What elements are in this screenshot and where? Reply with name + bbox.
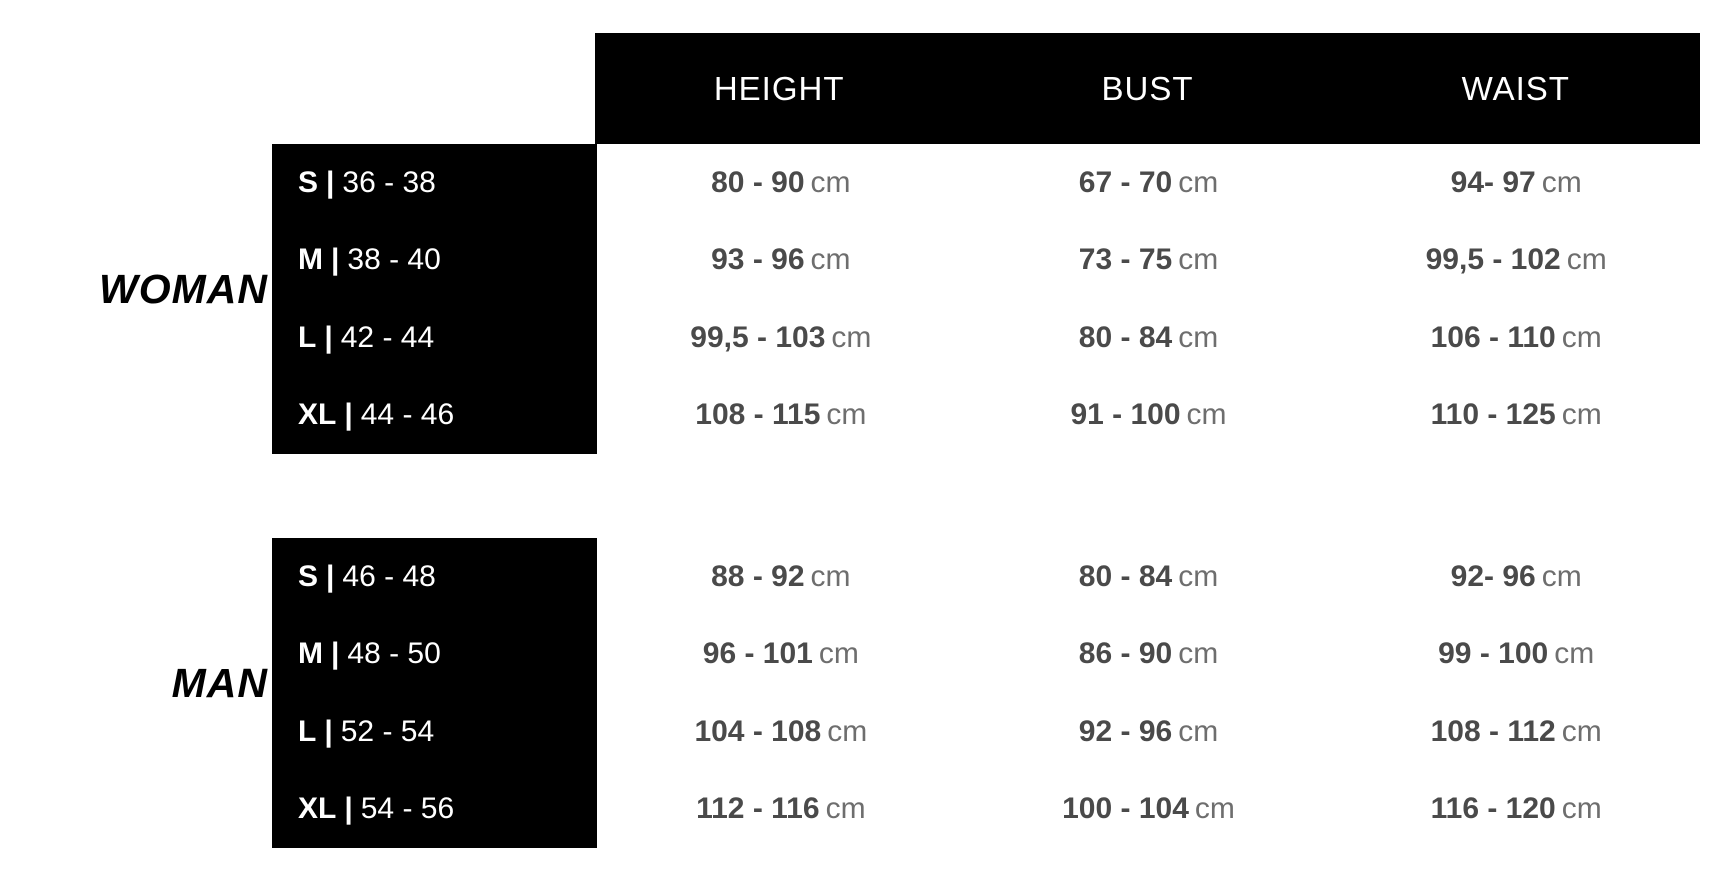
section-label-man: MAN bbox=[171, 660, 268, 706]
cell-height bbox=[597, 243, 965, 277]
value: 94- 97 bbox=[1450, 165, 1536, 199]
value: 106 - 110 bbox=[1430, 320, 1556, 354]
size-separator: | bbox=[331, 243, 340, 277]
unit: cm bbox=[831, 320, 872, 354]
table-row bbox=[597, 222, 1700, 300]
size-code: S bbox=[298, 165, 319, 199]
unit: cm bbox=[1186, 398, 1227, 432]
unit: cm bbox=[826, 398, 867, 432]
value: 116 - 120 bbox=[1430, 792, 1556, 826]
value: 67 - 70 bbox=[1078, 165, 1173, 199]
cell-waist bbox=[1332, 398, 1700, 432]
cell-height bbox=[597, 560, 965, 594]
unit: cm bbox=[825, 792, 866, 826]
table-row bbox=[272, 377, 597, 455]
unit: cm bbox=[1178, 559, 1219, 593]
value: 80 - 84 bbox=[1078, 559, 1173, 593]
size-range: 36 - 38 bbox=[342, 165, 436, 199]
cell-bust bbox=[965, 398, 1333, 432]
column-header-bust: BUST bbox=[1101, 69, 1194, 107]
unit: cm bbox=[1561, 398, 1602, 432]
size-range: 44 - 46 bbox=[360, 398, 455, 432]
unit: cm bbox=[1541, 165, 1582, 199]
value: 92 - 96 bbox=[1078, 714, 1173, 748]
size-separator: | bbox=[344, 398, 353, 432]
unit: cm bbox=[1541, 559, 1582, 593]
table-row bbox=[272, 222, 597, 300]
size-range: 38 - 40 bbox=[347, 243, 441, 277]
cell-waist bbox=[1332, 321, 1700, 355]
table-row bbox=[272, 538, 597, 616]
table-header bbox=[595, 33, 1700, 144]
size-separator: | bbox=[331, 637, 340, 671]
cell-waist bbox=[1332, 792, 1700, 826]
size-code: XL bbox=[298, 792, 337, 826]
value: 93 - 96 bbox=[711, 243, 805, 277]
size-range: 46 - 48 bbox=[342, 559, 436, 593]
unit: cm bbox=[1554, 637, 1595, 671]
unit: cm bbox=[1561, 320, 1602, 354]
unit: cm bbox=[810, 165, 851, 199]
table-row bbox=[272, 299, 597, 377]
unit: cm bbox=[810, 559, 851, 593]
value: 99 - 100 bbox=[1438, 637, 1549, 671]
size-code: M bbox=[298, 637, 323, 671]
cell-waist bbox=[1332, 637, 1700, 671]
cell-bust bbox=[965, 243, 1333, 277]
value: 88 - 92 bbox=[711, 559, 805, 593]
table-row bbox=[597, 693, 1700, 771]
cell-waist bbox=[1332, 166, 1700, 200]
size-code: L bbox=[298, 320, 317, 354]
cell-height bbox=[597, 398, 965, 432]
size-column-woman bbox=[272, 144, 597, 454]
unit: cm bbox=[1566, 243, 1607, 277]
table-row bbox=[272, 616, 597, 694]
size-code: XL bbox=[298, 398, 337, 432]
cell-bust bbox=[965, 560, 1333, 594]
cell-bust bbox=[965, 637, 1333, 671]
table-row bbox=[272, 144, 597, 222]
value: 112 - 116 bbox=[696, 792, 820, 826]
size-separator: | bbox=[344, 792, 353, 826]
unit: cm bbox=[1178, 243, 1219, 277]
table-row bbox=[597, 377, 1700, 455]
unit: cm bbox=[1178, 714, 1219, 748]
table-row bbox=[272, 693, 597, 771]
size-range: 48 - 50 bbox=[347, 637, 441, 671]
unit: cm bbox=[1178, 637, 1219, 671]
value: 80 - 84 bbox=[1078, 320, 1173, 354]
value: 108 - 112 bbox=[1430, 714, 1556, 748]
cell-waist bbox=[1332, 560, 1700, 594]
cell-height bbox=[597, 637, 965, 671]
size-range: 42 - 44 bbox=[340, 320, 435, 354]
cell-bust bbox=[965, 321, 1333, 355]
size-code: L bbox=[298, 714, 317, 748]
unit: cm bbox=[827, 714, 868, 748]
value: 99,5 - 102 bbox=[1425, 243, 1561, 277]
size-separator: | bbox=[324, 320, 333, 354]
size-separator: | bbox=[326, 559, 335, 593]
section-label-woman: WOMAN bbox=[99, 266, 268, 312]
size-column-man bbox=[272, 538, 597, 848]
value: 91 - 100 bbox=[1070, 398, 1181, 432]
size-separator: | bbox=[326, 165, 335, 199]
value: 73 - 75 bbox=[1078, 243, 1173, 277]
value: 96 - 101 bbox=[702, 637, 813, 671]
value: 100 - 104 bbox=[1062, 792, 1189, 826]
table-row bbox=[272, 771, 597, 849]
cell-height bbox=[597, 715, 965, 749]
unit: cm bbox=[810, 243, 851, 277]
values-woman bbox=[597, 144, 1700, 454]
unit: cm bbox=[1561, 792, 1602, 826]
table-row bbox=[597, 299, 1700, 377]
value: 86 - 90 bbox=[1078, 637, 1173, 671]
size-code: M bbox=[298, 243, 323, 277]
values-man bbox=[597, 538, 1700, 848]
unit: cm bbox=[1178, 320, 1219, 354]
table-row bbox=[597, 538, 1700, 616]
size-code: S bbox=[298, 559, 319, 593]
size-separator: | bbox=[324, 714, 333, 748]
section-woman bbox=[0, 144, 1711, 454]
size-range: 52 - 54 bbox=[340, 714, 435, 748]
cell-bust bbox=[965, 166, 1333, 200]
unit: cm bbox=[1178, 165, 1219, 199]
table-row bbox=[597, 616, 1700, 694]
value: 104 - 108 bbox=[694, 714, 822, 748]
unit: cm bbox=[1561, 714, 1602, 748]
table-row bbox=[597, 771, 1700, 849]
value: 99,5 - 103 bbox=[690, 320, 826, 354]
value: 110 - 125 bbox=[1430, 398, 1556, 432]
cell-height bbox=[597, 792, 965, 826]
cell-height bbox=[597, 166, 965, 200]
size-range: 54 - 56 bbox=[360, 792, 455, 826]
section-man bbox=[0, 538, 1711, 848]
column-header-waist: WAIST bbox=[1461, 69, 1570, 107]
unit: cm bbox=[818, 637, 859, 671]
unit: cm bbox=[1194, 792, 1235, 826]
column-header-height: HEIGHT bbox=[713, 69, 845, 107]
value: 80 - 90 bbox=[711, 165, 805, 199]
value: 92- 96 bbox=[1450, 559, 1536, 593]
value: 108 - 115 bbox=[695, 398, 821, 432]
cell-bust bbox=[965, 792, 1333, 826]
table-row bbox=[597, 144, 1700, 222]
cell-height bbox=[597, 321, 965, 355]
cell-waist bbox=[1332, 243, 1700, 277]
cell-bust bbox=[965, 715, 1333, 749]
cell-waist bbox=[1332, 715, 1700, 749]
